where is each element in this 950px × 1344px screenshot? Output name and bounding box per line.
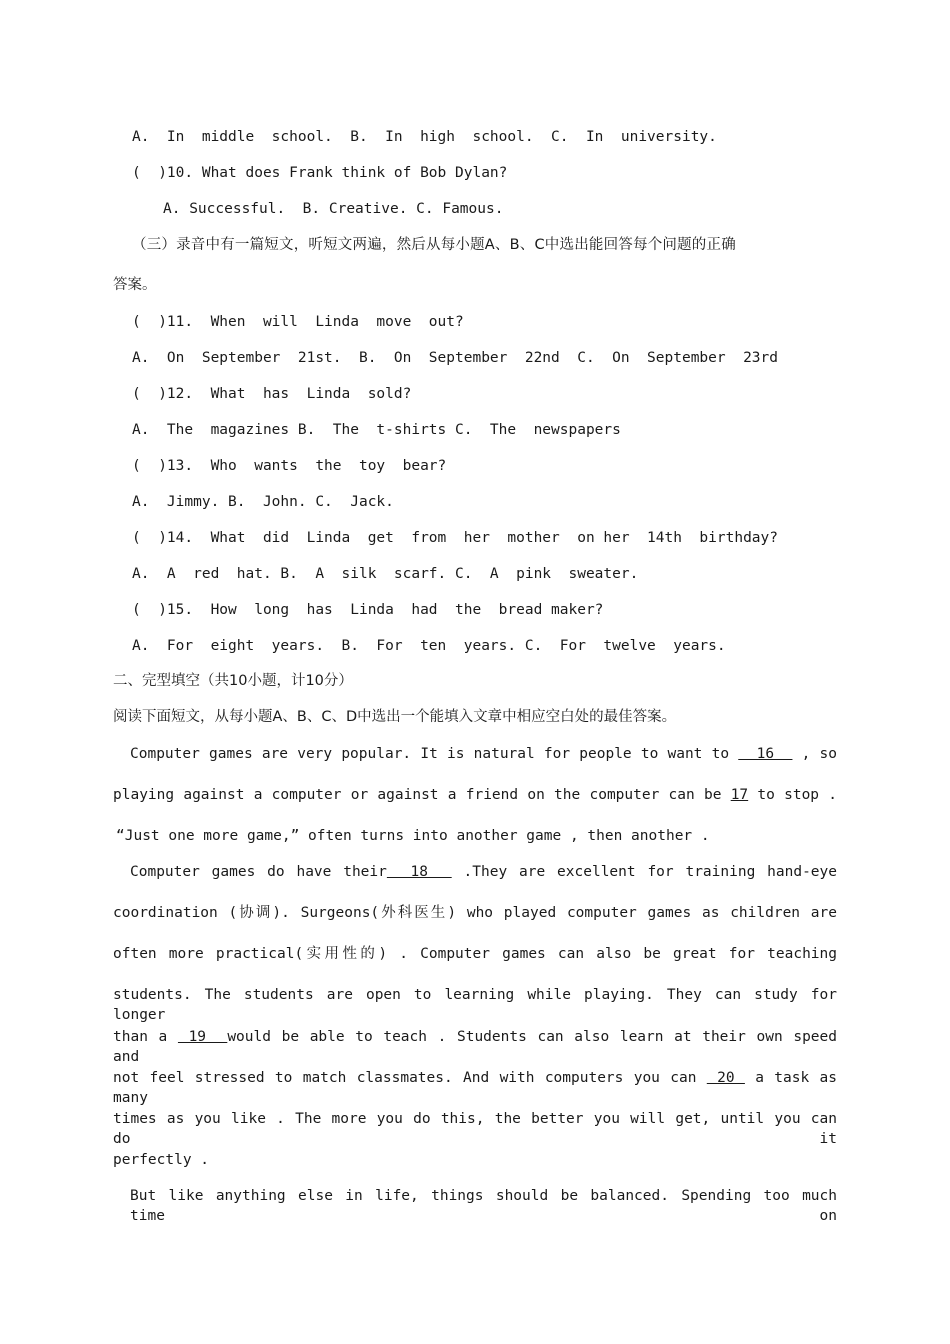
- question-14: ( )14. What did Linda get from her mother on her 14th birthday?: [132, 530, 779, 546]
- passage-line: students. The students are open to learning while playing. They can study for longer: [113, 987, 837, 1023]
- passage-line: Computer games do have their 18 .They are excellent for training hand-eye: [130, 864, 837, 880]
- question-13: ( )13. Who wants the toy bear?: [132, 458, 447, 474]
- q14-options: A. A red hat. B. A silk scarf. C. A pink sweater.: [132, 566, 639, 582]
- blank-19: 19: [177, 1029, 228, 1045]
- blank-18: 18: [386, 864, 452, 880]
- passage-line: Computer games are very popular. It is natural for people to want to 16 , so: [130, 746, 838, 762]
- question-12: ( )12. What has Linda sold?: [132, 386, 412, 402]
- blank-20: 20: [706, 1070, 745, 1086]
- passage-line: coordination (协调). Surgeons(外科医生) who played computer games as children are: [113, 905, 837, 921]
- passage-line: than a 19 would be able to teach . Students can also learn at their own speed and: [113, 1029, 837, 1065]
- blank-17: 17: [730, 787, 749, 803]
- q13-options: A. Jimmy. B. John. C. Jack.: [132, 494, 394, 510]
- q12-options: A. The magazines B. The t-shirts C. The newspapers: [132, 422, 621, 438]
- q15-options: A. For eight years. B. For ten years. C. For twelve years.: [132, 638, 726, 654]
- passage-line: often more practical(实用性的) . Computer games can also be great for teaching: [113, 946, 837, 962]
- section-instruction: 阅读下面短文，从每小题A、B、C、D中选出一个能填入文章中相应空白处的最佳答案。: [113, 709, 677, 725]
- q9-options: A. In middle school. B. In high school. C. In university.: [132, 129, 717, 145]
- blank-16: 16: [738, 746, 793, 762]
- passage-line: not feel stressed to match classmates. And with computers you can 20 a task as many: [113, 1070, 838, 1106]
- question-15: ( )15. How long has Linda had the bread maker?: [132, 602, 604, 618]
- passage-line: times as you like . The more you do this, the better you will get, until you can do it: [113, 1111, 837, 1147]
- q11-options: A. On September 21st. B. On September 22nd C. On September 23rd: [132, 350, 779, 366]
- passage-line: perfectly .: [113, 1152, 210, 1168]
- section3-title: （三）录音中有一篇短文，听短文两遍，然后从每小题A、B、C中选出能回答每个问题的正确: [132, 237, 736, 253]
- question-11: ( )11. When will Linda move out?: [132, 314, 464, 330]
- q10-options: A. Successful. B. Creative. C. Famous.: [163, 201, 504, 217]
- section3-title-cont: 答案。: [113, 277, 157, 293]
- passage-line: playing against a computer or against a friend on the computer can be 17 to stop .: [113, 787, 838, 803]
- section-heading: 二、完型填空（共10小题，计10分）: [113, 673, 353, 689]
- passage-line: “Just one more game,” often turns into another game , then another .: [116, 828, 710, 844]
- passage-line: But like anything else in life, things should be balanced. Spending too much time on: [130, 1188, 837, 1224]
- question-10: ( )10. What does Frank think of Bob Dylan?: [132, 165, 508, 181]
